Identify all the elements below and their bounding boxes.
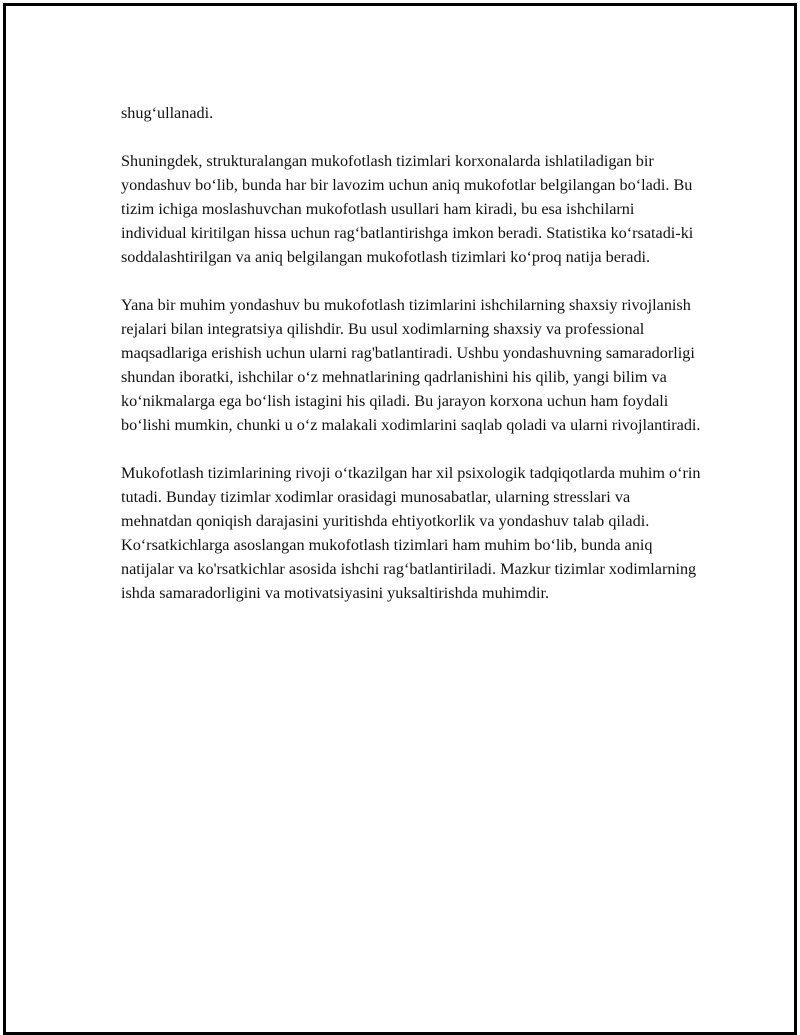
document-body bbox=[121, 101, 701, 629]
paragraph-3: Yana bir muhim yondashuv bu mukofotlash tizimlarini ishchilarning shaxsiy rivojlanish rejalari bilan integratsiya qilishdir. Bu usul xodimlarning shaxsiy va professional maqsadlariga erishish uchun ularni rag'batlantiradi. Ushbu yondashuvning samaradorligi shundan iboratki, ishchilar o‘z mehnatlarining qadrlanishini his qilib, yangi bilim va ko‘nikmalarga ega bo‘lish istagini his qiladi. Bu jarayon korxona uchun ham foydali bo‘lishi mumkin, chunki u o‘z malakali xodimlarini saqlab qoladi va ularni rivojlantiradi. bbox=[121, 296, 701, 434]
paragraph-4: Mukofotlash tizimlarining rivoji o‘tkazilgan har xil psixologik tadqiqotlarda muhim o‘rin tutadi. Bunday tizimlar xodimlar orasidagi munosabatlar, ularning stresslari va mehnatdan qoniqish darajasini yuritishda ehtiyotkorlik va yondashuv talab qiladi. Ko‘rsatkichlarga asoslangan mukofotlash tizimlari ham muhim bo‘lib, bunda aniq natijalar va ko'rsatkichlar asosida ishchi rag‘batlantiriladi. Mazkur tizimlar xodimlarning ishda samaradorligini va motivatsiyasini yuksaltirishda muhimdir. bbox=[121, 464, 701, 602]
paragraph-2: Shuningdek, strukturalangan mukofotlash tizimlari korxonalarda ishlatiladigan bir yondashuv bo‘lib, bunda har bir lavozim uchun aniq mukofotlar belgilangan bo‘ladi. Bu tizim ichiga moslashuvchan mukofotlash usullari ham kiradi, bu esa ishchilarni individual kiritilgan hissa uchun rag‘batlantirishga imkon beradi. Statistika ko‘rsatadi-ki soddalashtirilgan va aniq belgilangan mukofotlash tizimlari ko‘proq natija beradi. bbox=[121, 152, 694, 266]
document-page bbox=[3, 3, 797, 1035]
paragraph-1: shug‘ullanadi. bbox=[121, 104, 214, 122]
